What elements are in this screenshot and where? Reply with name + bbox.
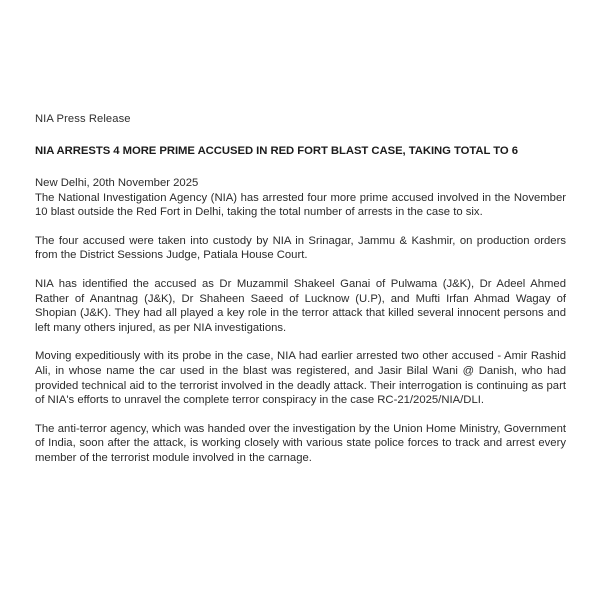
press-release-paragraph: The anti-terror agency, which was handed over the investigation by the Union Home Ministry, Government of India, soon after the attack, is working closely with various state police forces to track and arrest every member of the terrorist module involved in the carnage. bbox=[35, 422, 566, 464]
press-release-paragraph: The National Investigation Agency (NIA) has arrested four more prime accused involved in the November 10 blast outside the Red Fort in Delhi, taking the total number of arrests in the case to six. bbox=[35, 191, 566, 219]
press-release-dateline: New Delhi, 20th November 2025 bbox=[35, 177, 199, 189]
press-release-paragraph: Moving expeditiously with its probe in the case, NIA had earlier arrested two other accused - Amir Rashid Ali, in whose name the car used in the blast was registered, and Jasir Bilal Wani @ Danish, who had provided technical aid to the terrorist involved in the deadly attack. Their interrogation is continuing as part of NIA's efforts to unravel the complete terror conspiracy in the case RC-21/2025/NIA/DLI. bbox=[35, 350, 566, 407]
press-release-kicker: NIA Press Release bbox=[35, 113, 131, 125]
press-release-paragraph: NIA has identified the accused as Dr Muzammil Shakeel Ganai of Pulwama (J&K), Dr Adeel Ahmed Rather of Anantnag (J&K), Dr Shaheen Saeed of Lucknow (U.P), and Mufti Irfan Ahmad Wagay of Shopian (J&K). They had all played a key role in the terror attack that killed several innocent persons and left many others injured, as per NIA investigations. bbox=[35, 277, 566, 334]
press-release-content bbox=[35, 112, 566, 466]
press-release-paragraph: The four accused were taken into custody by NIA in Srinagar, Jammu & Kashmir, on production orders from the District Sessions Judge, Patiala House Court. bbox=[35, 234, 566, 262]
press-release-headline: NIA ARRESTS 4 MORE PRIME ACCUSED IN RED FORT BLAST CASE, TAKING TOTAL TO 6 bbox=[35, 145, 518, 157]
lead-block bbox=[35, 176, 566, 220]
